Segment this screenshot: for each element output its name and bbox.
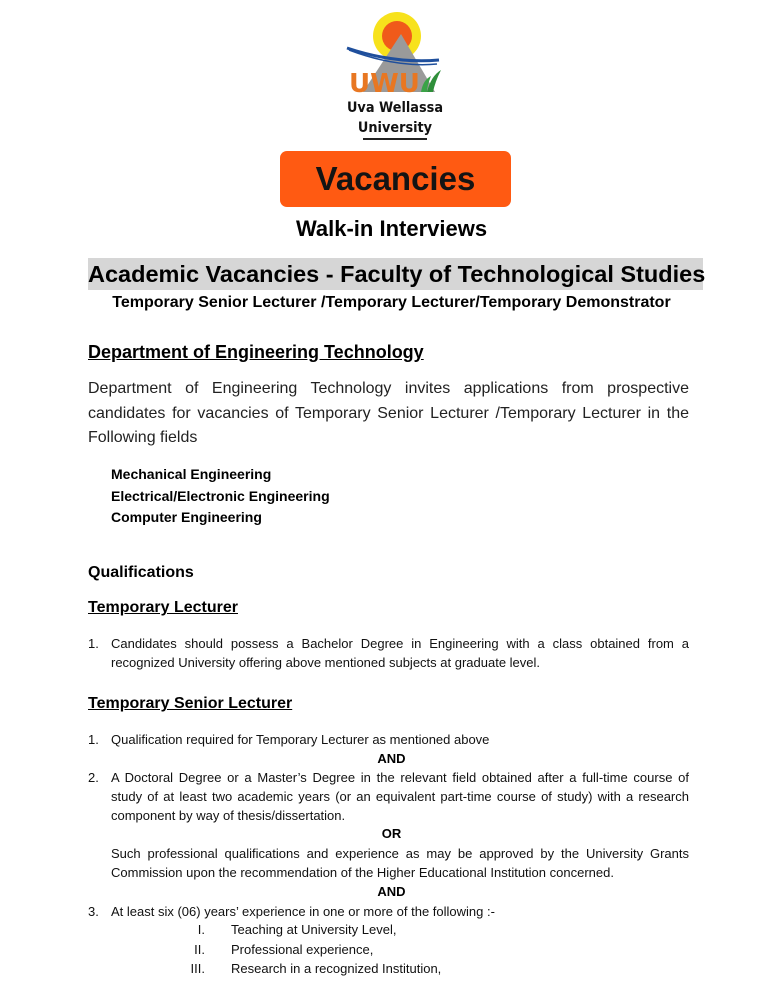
sub-item: II. Professional experience, [194,941,374,957]
field-item: Mechanical Engineering [111,466,272,482]
and-connector: AND [377,751,406,766]
qualifications-heading: Qualifications [88,564,194,581]
section-title: Academic Vacancies - Faculty of Technological Studies [88,258,703,290]
page-subtitle: Walk-in Interviews [295,216,488,241]
item-text: Such professional qualifications and experience as may be approved by the University Grants Commission upon the recommendation of the Higher Educational Institution concerned. [111,846,689,880]
temp-senior-item-1 [88,730,689,749]
fields-list [111,464,330,529]
item-number: 1. [88,636,99,651]
temp-senior-heading: Temporary Senior Lecturer [88,695,293,712]
sub-item: III. Research in a recognized Institution, [190,961,442,976]
experience-sub-list [180,920,441,979]
item-text: Qualification required for Temporary Lecturer as mentioned above [111,732,490,747]
field-item: Computer Engineering [111,509,262,525]
vacancies-label: Vacancies [315,160,476,197]
item-number: 3. [88,904,99,919]
logo-emblem-icon [335,6,455,98]
item-text: A Doctoral Degree or a Master’s Degree in the relevant field obtained after a full-time course of study of at least two academic years (or an equivalent part-time course of study) with a research component by way of thesis/dissertation. [111,770,689,823]
positions-line: Temporary Senior Lecturer /Temporary Lecturer/Temporary Demonstrator [112,294,671,311]
temp-lecturer-heading: Temporary Lecturer [88,599,238,616]
logo-name-line2: University [357,120,433,136]
temp-lecturer-item-1 [88,634,689,672]
item-text: Candidates should possess a Bachelor Degree in Engineering with a class obtained from a recognized University offering above mentioned subjects at graduate level. [111,636,689,670]
and-connector-2: AND [377,884,406,899]
or-connector: OR [381,826,402,841]
university-logo [335,6,455,142]
logo-name-line1: Uva Wellassa [346,100,444,116]
item-number: 1. [88,732,99,747]
item-text: At least six (06) years’ experience in one or more of the following :- [111,904,495,919]
department-heading: Department of Engineering Technology [88,342,424,362]
alternative-qualification [88,844,689,882]
vacancies-banner [280,151,511,207]
field-item: Electrical/Electronic Engineering [111,487,330,504]
temp-senior-item-3 [88,902,689,921]
department-intro: Department of Engineering Technology invites applications from prospective candidates for vacancies of Temporary Senior Lecturer /Temporary Lecturer in the Following fields [88,380,689,446]
logo-underline [363,138,427,140]
temp-senior-item-2 [88,768,689,825]
svg-text:UWU: UWU [349,69,420,98]
item-number: 2. [88,770,99,785]
sub-item: I. Teaching at University Level, [197,922,397,937]
